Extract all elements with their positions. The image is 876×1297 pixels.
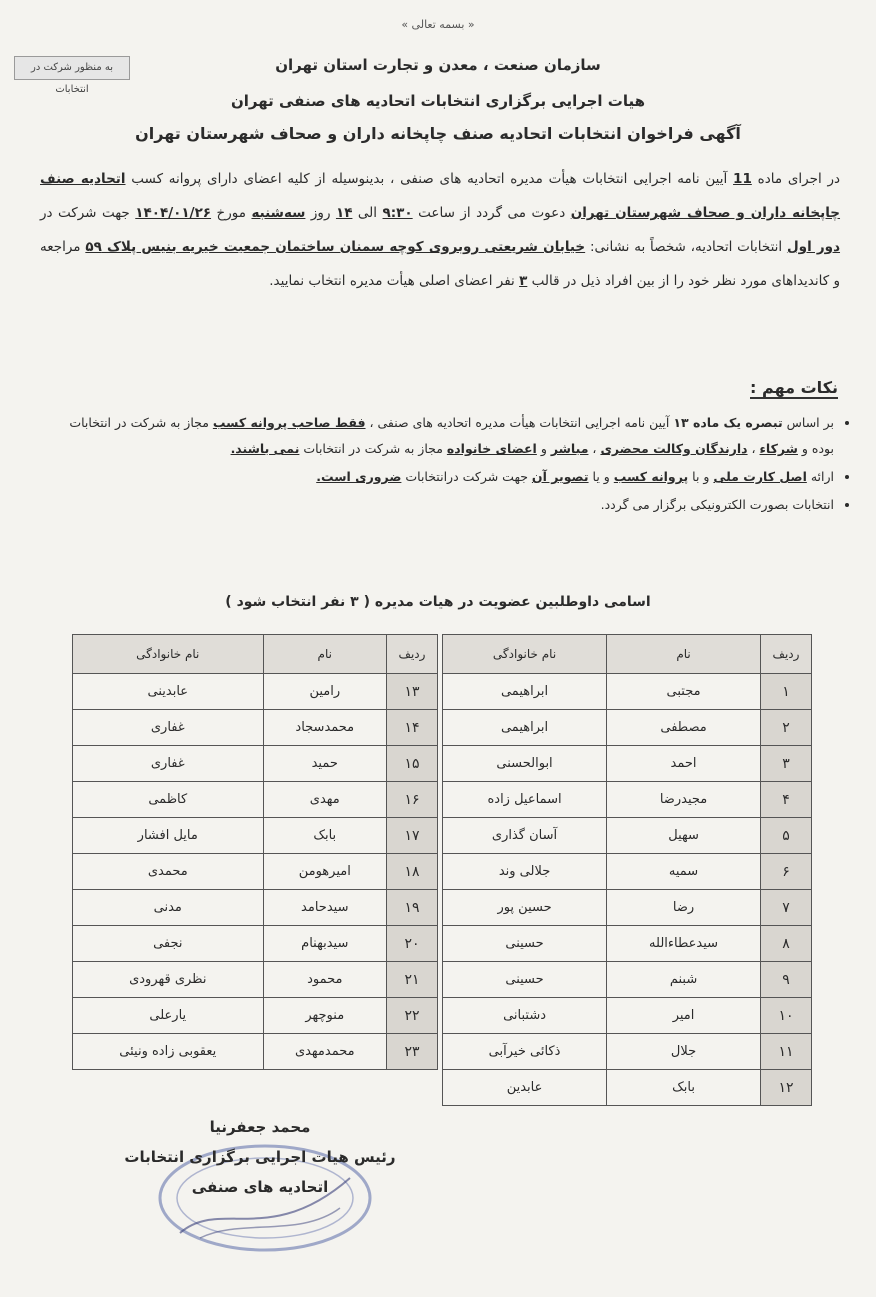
table-row (73, 746, 438, 782)
first-name: محمدمهدی (263, 1034, 386, 1070)
first-name: سیدحامد (263, 890, 386, 926)
notice-paragraph (40, 162, 840, 298)
last-name: ابوالحسنی (443, 746, 607, 782)
last-name: مایل افشار (73, 818, 264, 854)
first-name: مصطفی (607, 710, 761, 746)
last-name: نظری قهرودی (73, 962, 264, 998)
first-name: شبنم (607, 962, 761, 998)
row-number: ۸ (761, 926, 812, 962)
text: آیین نامه اجرایی انتخابات هیأت مدیره اتحادیه های صنفی ، (365, 415, 674, 430)
time-to: ۱۴ (335, 205, 353, 221)
note-emphasis: دارندگان وکالت محضری (600, 441, 748, 456)
col-row: ردیف (761, 635, 812, 674)
row-number: ۲۳ (387, 1034, 438, 1070)
row-number: ۱۹ (387, 890, 438, 926)
text: مورخ (211, 205, 252, 221)
first-name: محمود (263, 962, 386, 998)
last-name: حسینی (443, 926, 607, 962)
note-emphasis: ضروری است. (316, 469, 402, 484)
last-name: ابراهیمی (443, 710, 607, 746)
row-number: ۲۲ (387, 998, 438, 1034)
row-number: ۲ (761, 710, 812, 746)
text: روز (305, 205, 336, 221)
table-row (443, 890, 812, 926)
row-number: ۱۸ (387, 854, 438, 890)
first-name: سیدبهنام (263, 926, 386, 962)
text: دعوت می گردد از ساعت (412, 205, 571, 221)
text: و با (688, 469, 714, 484)
first-name: رامین (263, 674, 386, 710)
signer-org: اتحادیه های صنفی (191, 1178, 329, 1196)
first-name: سهیل (607, 818, 761, 854)
last-name: غفاری (73, 746, 264, 782)
first-name: بابک (607, 1070, 761, 1106)
last-name: ذکائی خیرآبی (443, 1034, 607, 1070)
note-emphasis: شرکاء (759, 441, 798, 456)
text: انتخابات اتحادیه، شخصاً به نشانی: (585, 239, 787, 255)
table-row (443, 818, 812, 854)
article-number: 11 (733, 171, 752, 187)
row-number: ۱۶ (387, 782, 438, 818)
signer-name: محمد جعفرنیا (209, 1118, 311, 1136)
text: ارائه (806, 469, 834, 484)
table-row (443, 998, 812, 1034)
table-row (443, 926, 812, 962)
text: بر اساس (782, 415, 834, 430)
first-name: حمید (263, 746, 386, 782)
row-number: ۱۴ (387, 710, 438, 746)
table-row (73, 710, 438, 746)
candidates-table-left (72, 634, 438, 1070)
last-name: عابدینی (73, 674, 264, 710)
text: ، (588, 441, 601, 456)
row-number: ۱۷ (387, 818, 438, 854)
first-name: محمدسجاد (263, 710, 386, 746)
last-name: جلالی وند (443, 854, 607, 890)
table-row (73, 1034, 438, 1070)
table-row (443, 746, 812, 782)
first-name: جلال (607, 1034, 761, 1070)
text: مجاز به شرکت در انتخابات (299, 441, 447, 456)
table-row (73, 890, 438, 926)
last-name: مدنی (73, 890, 264, 926)
first-name: مهدی (263, 782, 386, 818)
table-row (443, 1034, 812, 1070)
last-name: آسان گذاری (443, 818, 607, 854)
last-name: یارعلی (73, 998, 264, 1034)
table-row (443, 710, 812, 746)
table-row (73, 854, 438, 890)
last-name: نجفی (73, 926, 264, 962)
time-from: ۹:۳۰ (382, 205, 413, 221)
note-emphasis: پروانه کسب (613, 469, 689, 484)
last-name: دشتبانی (443, 998, 607, 1034)
row-number: ۲۱ (387, 962, 438, 998)
text: ، (747, 441, 760, 456)
last-name: محمدی (73, 854, 264, 890)
election-badge: به منظور شرکت در انتخابات (14, 56, 130, 80)
table-row (443, 962, 812, 998)
row-number: ۳ (761, 746, 812, 782)
row-number: ۱ (761, 674, 812, 710)
note-item (44, 410, 834, 462)
first-name: منوچهر (263, 998, 386, 1034)
last-name: ابراهیمی (443, 674, 607, 710)
address: خیابان شریعتی روبروی کوچه سمنان ساختمان جمعیت خیریه بنیس پلاک ۵۹ (85, 239, 586, 255)
first-name: سمیه (607, 854, 761, 890)
organization-name: سازمان صنعت ، معدن و تجارت استان تهران (275, 56, 601, 74)
text: و (536, 441, 551, 456)
table-row (73, 962, 438, 998)
text: و یا (588, 469, 614, 484)
table-row (443, 674, 812, 710)
signer-role: رئیس هیات اجرایی برگزاری انتخابات (124, 1148, 396, 1166)
col-first-name: نام (263, 635, 386, 674)
row-number: ۲۰ (387, 926, 438, 962)
text: در اجرای ماده (751, 171, 841, 187)
first-name: احمد (607, 746, 761, 782)
first-name: امیرهومن (263, 854, 386, 890)
note-emphasis: اصل کارت ملی (713, 469, 807, 484)
row-number: ۶ (761, 854, 812, 890)
text: جهت شرکت در (40, 205, 136, 221)
union-name: اتحادیه صنف چاپخانه داران و صحاف شهرستان تهران (40, 171, 841, 221)
note-emphasis: اعضای خانواده (446, 441, 537, 456)
table-row (73, 926, 438, 962)
col-last-name: نام خانوادگی (443, 635, 607, 674)
candidates-table-title: اسامی داوطلبین عضویت در هیات مدیره ( ۳ نفر انتخاب شود ) (225, 594, 651, 610)
table-row (73, 998, 438, 1034)
last-name: حسین پور (443, 890, 607, 926)
table-row (73, 818, 438, 854)
row-number: ۷ (761, 890, 812, 926)
last-name: کاظمی (73, 782, 264, 818)
text: جهت شرکت درانتخابات (401, 469, 532, 484)
board-name: هیات اجرایی برگزاری انتخابات اتحادیه های صنفی تهران (230, 92, 646, 110)
last-name: اسماعیل زاده (443, 782, 607, 818)
note-emphasis: نمی باشند. (230, 441, 300, 456)
note-emphasis: فقط صاحب پروانه کسب (212, 415, 366, 430)
table-row (443, 782, 812, 818)
notice-title: آگهی فراخوان انتخابات اتحادیه صنف چاپخانه داران و صحاف شهرستان تهران (135, 124, 741, 143)
first-name: مجیدرضا (607, 782, 761, 818)
row-number: ۵ (761, 818, 812, 854)
note-emphasis: تصویر آن (531, 469, 589, 484)
text: نفر اعضای اصلی هیأت مدیره انتخاب نمایید. (269, 273, 520, 289)
col-row: ردیف (387, 635, 438, 674)
candidates-table-right (442, 634, 812, 1106)
note-ref: تبصره یک ماده ۱۳ (673, 415, 783, 430)
text: مجاز به شرکت در انتخابات بوده و (69, 415, 834, 456)
weekday: سه‌شنبه (251, 205, 306, 221)
row-number: ۱۱ (761, 1034, 812, 1070)
note-item (44, 464, 834, 490)
row-number: ۱۰ (761, 998, 812, 1034)
row-number: ۱۵ (387, 746, 438, 782)
last-name: یعقوبی زاده ونیئی (73, 1034, 264, 1070)
last-name: حسینی (443, 962, 607, 998)
col-last-name: نام خانوادگی (73, 635, 264, 674)
member-count: ۳ (519, 273, 528, 289)
first-name: امیر (607, 998, 761, 1034)
row-number: ۹ (761, 962, 812, 998)
table-row (443, 854, 812, 890)
last-name: غفاری (73, 710, 264, 746)
text: الی (352, 205, 383, 221)
text: مراجعه و کاندیداهای مورد نظر خود را از بین افراد ذیل در قالب (40, 239, 840, 289)
first-name: رضا (607, 890, 761, 926)
first-name: مجتبی (607, 674, 761, 710)
table-row (443, 1070, 812, 1106)
election-round: دور اول (786, 239, 841, 255)
election-date: ۱۴۰۴/۰۱/۲۶ (135, 205, 212, 221)
table-row (73, 782, 438, 818)
first-name: بابک (263, 818, 386, 854)
row-number: ۱۲ (761, 1070, 812, 1106)
notes-list (44, 410, 850, 520)
signature-block (100, 1112, 420, 1202)
last-name: عابدین (443, 1070, 607, 1106)
row-number: ۱۳ (387, 674, 438, 710)
note-emphasis: مباشر (550, 441, 589, 456)
first-name: سیدعطاءالله (607, 926, 761, 962)
bismillah: « بسمه تعالی » (401, 18, 475, 31)
table-row (73, 674, 438, 710)
col-first-name: نام (607, 635, 761, 674)
note-item: • انتخابات بصورت الکترونیکی برگزار می گردد. (44, 492, 834, 518)
row-number: ۴ (761, 782, 812, 818)
notes-title: نکات مهم : (750, 378, 838, 397)
text: آیین نامه اجرایی انتخابات هیأت مدیره اتحادیه های صنفی ، بدینوسیله از کلیه اعضای دارای پروانه کسب (125, 171, 734, 187)
